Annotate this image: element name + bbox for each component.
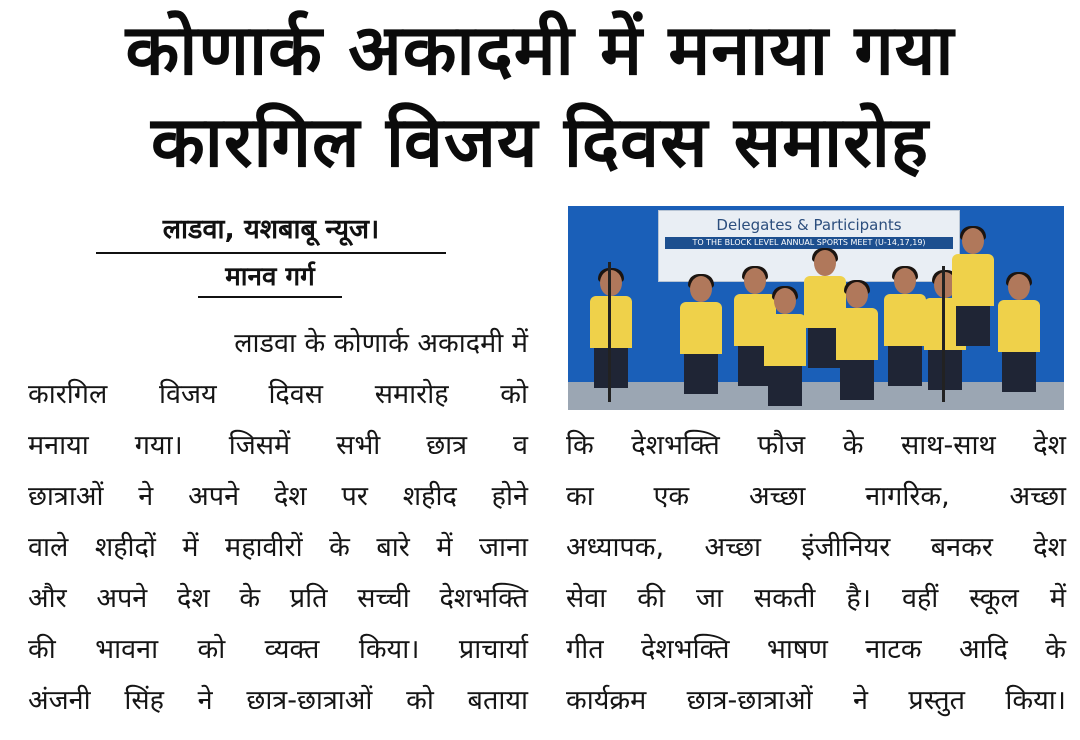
text-line: कार्यक्रम छात्र-छात्राओं ने प्रस्तुत किया। <box>566 685 1066 716</box>
student-figure <box>764 288 806 408</box>
microphone-stand <box>942 266 945 402</box>
text-line: सेवा की जा सकती है। वहीं स्कूल में <box>566 583 1066 614</box>
student-figure <box>590 270 632 390</box>
article-left-column <box>28 318 528 726</box>
text-line: अध्यापक, अच्छा इंजीनियर बनकर देश <box>566 532 1066 563</box>
stage-floor <box>568 382 1064 410</box>
text-line: का एक अच्छा नागरिक, अच्छा <box>566 481 1066 512</box>
microphone-stand <box>608 262 611 402</box>
student-figure <box>836 282 878 402</box>
text-line: लाडवा के कोणार्क अकादमी में <box>234 328 528 359</box>
text-line: की भावना को व्यक्त किया। प्राचार्या <box>28 634 528 665</box>
text-line: अंजनी सिंह ने छात्र-छात्राओं को बताया <box>28 685 528 716</box>
text-line: और अपने देश के प्रति सच्ची देशभक्ति <box>28 583 528 614</box>
dateline: लाडवा, यशबाबू न्यूज। <box>96 210 446 254</box>
text-line: गीत देशभक्ति भाषण नाटक आदि के <box>566 634 1066 665</box>
student-figure <box>952 228 994 348</box>
banner-title: Delegates & Participants <box>716 216 902 234</box>
article-right-column <box>566 420 1066 726</box>
event-photo <box>568 206 1064 410</box>
headline-line-2: कारगिल विजय दिवस समारोह <box>151 101 929 183</box>
text-line: कि देशभक्ति फौज के साथ-साथ देश <box>566 430 1066 461</box>
student-figure <box>680 276 722 396</box>
student-figure <box>998 274 1040 394</box>
byline: मानव गर्ग <box>198 258 342 298</box>
text-line: मनाया गया। जिसमें सभी छात्र व <box>28 430 528 461</box>
text-line: कारगिल विजय दिवस समारोह को <box>28 379 528 410</box>
banner-subtitle: TO THE BLOCK LEVEL ANNUAL SPORTS MEET (U-14,17,19) <box>665 237 953 249</box>
text-line: छात्राओं ने अपने देश पर शहीद होने <box>28 481 528 512</box>
student-figure <box>884 268 926 388</box>
headline-line-1: कोणार्क अकादमी में मनाया गया <box>125 9 955 91</box>
text-line: वाले शहीदों में महावीरों के बारे में जाना <box>28 532 528 563</box>
